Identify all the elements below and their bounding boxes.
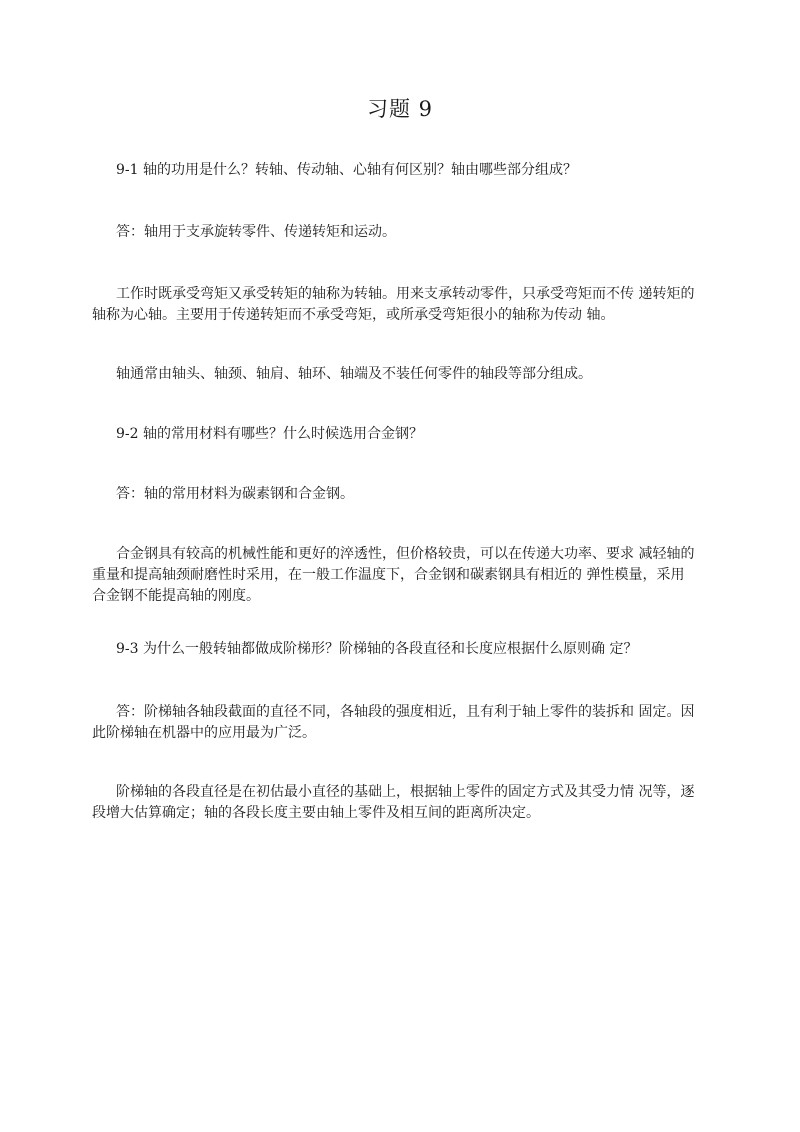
question-9-3: 9-3 为什么一般转轴都做成阶梯形？阶梯轴的各段直径和长度应根据什么原则确 定？: [116, 641, 638, 657]
question-9-2: 9-2 轴的常用材料有哪些？什么时候选用合金钢？: [116, 426, 423, 442]
answer-9-2-intro: 答：轴的常用材料为碳素钢和合金钢。: [116, 486, 354, 502]
answer-9-3-diameter-length: 阶梯轴的各段直径是在初估最小直径的基础上，根据轴上零件的固定方式及其受力情 况等，逐段增大估算确定；轴的各段长度主要由轴上零件及相互间的距离所决定。: [92, 784, 695, 821]
page-title: 习题 9: [366, 97, 434, 121]
answer-9-3-intro: 答：阶梯轴各轴段截面的直径不同，各轴段的强度相近，且有利于轴上零件的装拆和 固定。因此阶梯轴在机器中的应用最为广泛。: [92, 704, 695, 741]
question-9-1: 9-1 轴的功用是什么？转轴、传动轴、心轴有何区别？轴由哪些部分组成？: [116, 162, 577, 178]
answer-9-1-shaft-types: 工作时既承受弯矩又承受转矩的轴称为转轴。用来支承转动零件，只承受弯矩而不传 递转矩的轴称为心轴。主要用于传递转矩而不承受弯矩，或所承受弯矩很小的轴称为传动 轴。: [92, 286, 695, 323]
answer-9-2-alloy-steel: 合金钢具有较高的机械性能和更好的淬透性，但价格较贵，可以在传递大功率、要求 减轻轴的重量和提高轴颈耐磨性时采用，在一般工作温度下，合金钢和碳素钢具有相近的 弹性模量，采用合金钢不能提高轴的刚度。: [92, 546, 695, 604]
answer-9-1-components: 轴通常由轴头、轴颈、轴肩、轴环、轴端及不装任何零件的轴段等部分组成。: [116, 366, 592, 382]
answer-9-1-intro: 答：轴用于支承旋转零件、传递转矩和运动。: [116, 224, 396, 240]
